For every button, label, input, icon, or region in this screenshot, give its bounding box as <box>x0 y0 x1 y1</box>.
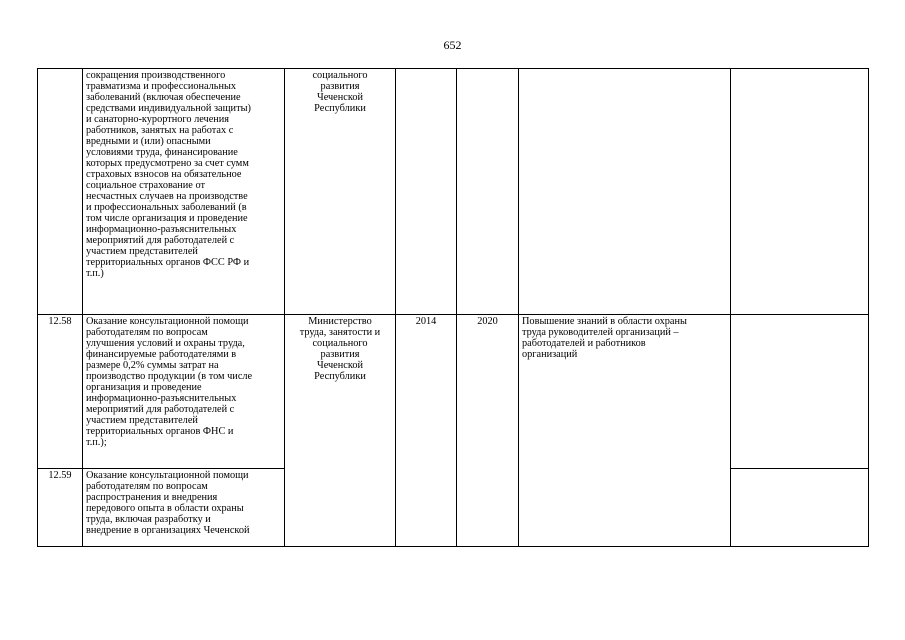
extra-cell <box>731 69 869 315</box>
result-cell <box>519 69 731 315</box>
executor-cell: социального развития Чеченской Республики <box>285 69 396 315</box>
extra-cell <box>731 469 869 547</box>
measures-table <box>37 68 869 547</box>
end-year-cell <box>457 69 519 315</box>
executor-cell: Министерство труда, занятости и социального развития Чеченской Республики <box>285 315 396 547</box>
table-row <box>38 69 869 315</box>
result-cell: Повышение знаний в области охраны труда руководителей организаций – работодателей и работников организаций <box>519 315 731 547</box>
row-number-cell <box>38 69 83 315</box>
measure-name-cell: Оказание консультационной помощи работодателям по вопросам улучшения условий и охраны труда, финансируемые работодателями в размере 0,2% суммы затрат на производство продукции (в том числе организация и проведение информационно-разъяснительных мероприятий для работодателей с участием представителей территориальных органов ФНС и т.п.); <box>83 315 285 469</box>
measure-name-cell: сокращения производственного травматизма и профессиональных заболеваний (включая обеспечение средствами индивидуальной защиты) и санаторно-курортного лечения работников, занятых на работах с вредными и (или) опасными условиями труда, финансирование которых предусмотрено за счет сумм страховых взносов на обязательное социальное страхование от несчастных случаев на производстве и профессиональных заболеваний (в том числе организация и проведение информационно-разъяснительных мероприятий для работодателей с участием представителей территориальных органов ФСС РФ и т.п.) <box>83 69 285 315</box>
measure-name-cell: Оказание консультационной помощи работодателям по вопросам распространения и внедрения передового опыта в области охраны труда, включая разработку и внедрение в организациях Чеченской <box>83 469 285 547</box>
page-number: 652 <box>443 38 462 52</box>
row-number-cell: 12.58 <box>38 315 83 469</box>
start-year-cell <box>396 69 457 315</box>
end-year-cell: 2020 <box>457 315 519 547</box>
start-year-cell: 2014 <box>396 315 457 547</box>
row-number-cell: 12.59 <box>38 469 83 547</box>
extra-cell <box>731 315 869 469</box>
table-row <box>38 315 869 469</box>
